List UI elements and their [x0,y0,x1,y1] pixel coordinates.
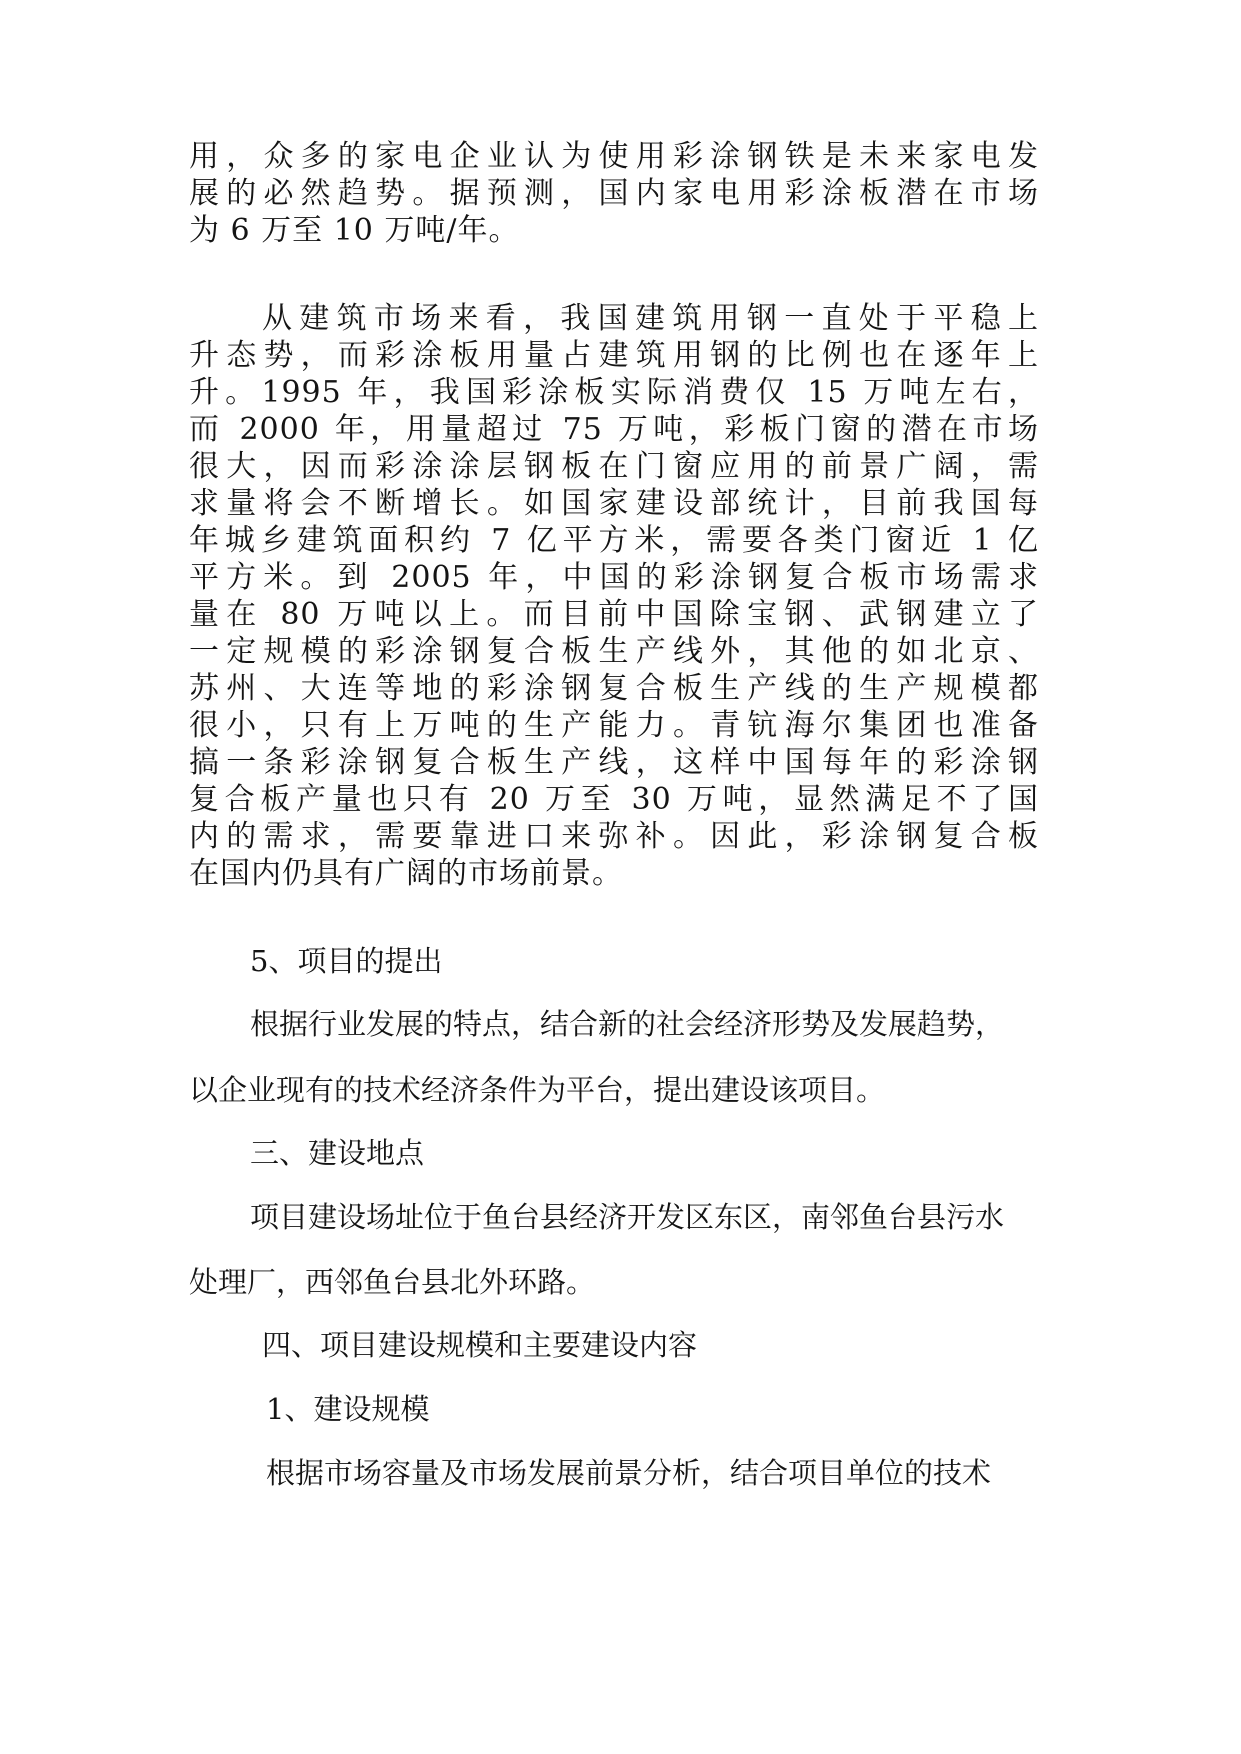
section-4-sub-heading: 1、建设规模 [266,1392,430,1426]
section-4-heading: 四、项目建设规模和主要建设内容 [262,1328,698,1362]
paragraph-1-line-3: 为 6 万至 10 万吨/年。 [189,213,520,248]
paragraph-2-line-9: 量在 80 万吨以上。而目前中国除宝钢、武钢建立了 [189,597,1039,632]
paragraph-2-line-16: 在国内仍具有广阔的市场前景。 [189,856,623,891]
section-3-line-1: 项目建设场址位于鱼台县经济开发区东区，南邻鱼台县污水 [250,1200,1005,1234]
paragraph-2-line-3: 升。1995 年，我国彩涂板实际消费仅 15 万吨左右， [189,375,1039,410]
paragraph-2-line-6: 求量将会不断增长。如国家建设部统计，目前我国每 [189,486,1039,521]
paragraph-2-line-4: 而 2000 年，用量超过 75 万吨，彩板门窗的潜在市场 [189,412,1039,447]
paragraph-2-line-10: 一定规模的彩涂钢复合板生产线外，其他的如北京、 [189,634,1039,669]
paragraph-2-line-2: 升态势，而彩涂板用量占建筑用钢的比例也在逐年上 [189,338,1039,373]
paragraph-2-line-11: 苏州、大连等地的彩涂钢复合板生产线的生产规模都 [189,671,1039,706]
section-3-line-2: 处理厂，西邻鱼台县北外环路。 [189,1265,596,1299]
paragraph-1-line-1: 用，众多的家电企业认为使用彩涂钢铁是未来家电发 [189,139,1039,174]
section-5-heading: 5、项目的提出 [250,944,443,978]
section-4-line-1: 根据市场容量及市场发展前景分析，结合项目单位的技术 [266,1456,992,1490]
paragraph-2-line-15: 内的需求，需要靠进口来弥补。因此，彩涂钢复合板 [189,819,1039,854]
paragraph-2-line-14: 复合板产量也只有 20 万至 30 万吨，显然满足不了国 [189,782,1039,817]
section-5-line-2: 以企业现有的技术经济条件为平台，提出建设该项目。 [189,1073,886,1107]
paragraph-2-line-1: 从建筑市场来看，我国建筑用钢一直处于平稳上 [262,301,1039,336]
paragraph-2-line-7: 年城乡建筑面积约 7 亿平方米，需要各类门窗近 1 亿 [189,523,1039,558]
paragraph-1-line-2: 展的必然趋势。据预测，国内家电用彩涂板潜在市场 [189,176,1039,211]
paragraph-2-line-13: 搞一条彩涂钢复合板生产线，这样中国每年的彩涂钢 [189,745,1039,780]
paragraph-2-line-8: 平方米。到 2005 年，中国的彩涂钢复合板市场需求 [189,560,1039,595]
paragraph-2-line-5: 很大，因而彩涂涂层钢板在门窗应用的前景广阔，需 [189,449,1039,484]
paragraph-2-line-12: 很小，只有上万吨的生产能力。青钪海尔集团也准备 [189,708,1039,743]
section-5-line-1: 根据行业发展的特点，结合新的社会经济形势及发展趋势， [250,1007,1005,1041]
section-3-heading: 三、建设地点 [250,1136,425,1170]
